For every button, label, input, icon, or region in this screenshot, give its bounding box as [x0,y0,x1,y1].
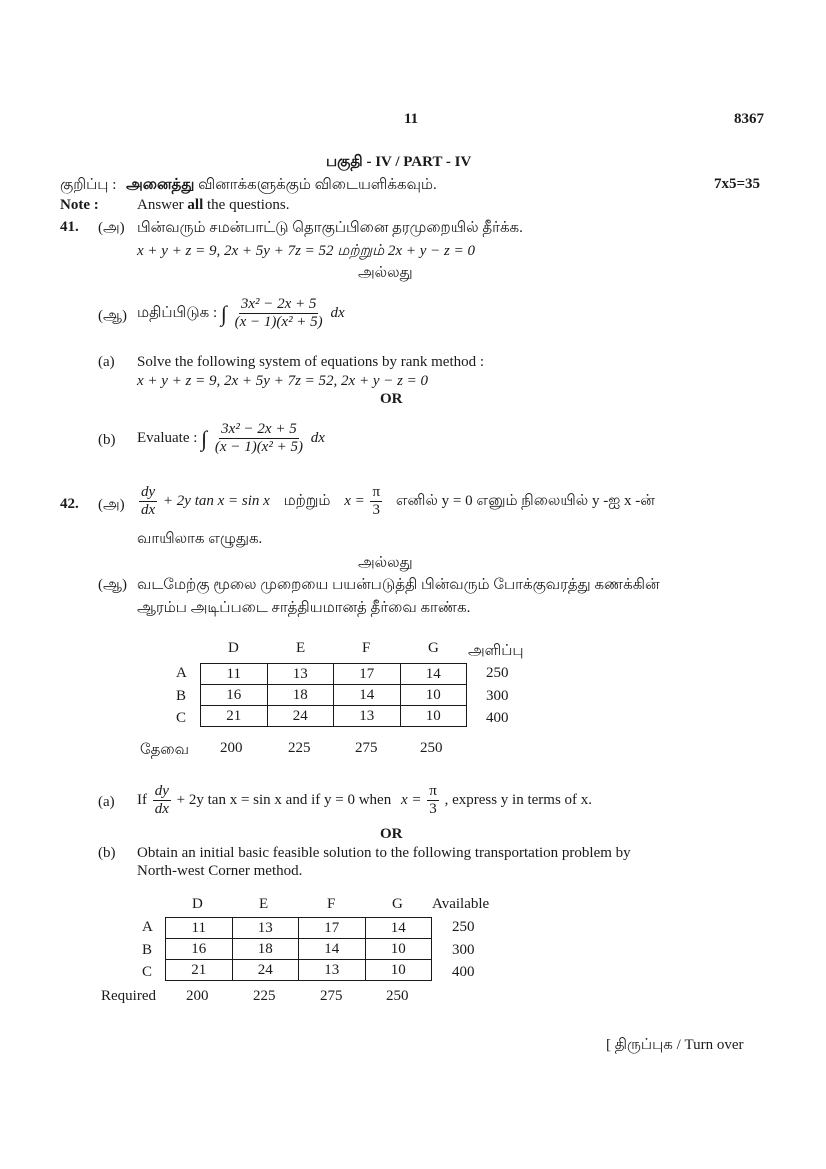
column-header: G [428,640,439,656]
table-row [201,706,467,727]
table-cell: 24 [267,706,334,727]
row-label: B [176,688,187,704]
row-label: C [142,964,153,980]
row-label: C [176,710,187,726]
q41-ta-b-label: (ஆ) [98,308,127,324]
table-cell: 11 [201,664,268,685]
table-cell: 14 [299,939,366,960]
q41-or-tamil: அல்லது [358,265,413,281]
table-row [166,960,432,981]
q42-or-english: OR [380,826,403,842]
table-cell: 13 [232,918,299,939]
pi-over-three [427,783,439,819]
question-42-number: 42. [60,496,79,512]
denominator-three: 3 [372,502,381,519]
supply-value: 300 [486,688,509,704]
integrand-denominator: (x − 1)(x² + 5) [234,314,323,331]
q41-en-fraction [213,421,305,457]
demand-label: Required [101,988,156,1004]
paper-code: 8367 [734,111,764,127]
derivative-numerator: dy [139,484,157,502]
supply-value: 400 [452,964,475,980]
tamil-condition: எனில் y = 0 எனும் நிலையில் y -ஐ x -ன் [395,493,655,510]
table-cell: 14 [365,918,432,939]
table-cell: 14 [400,664,467,685]
supply-header: அளிப்பு [468,643,524,659]
table-cell: 10 [400,685,467,706]
table-cell: 24 [232,960,299,981]
table-cell: 18 [267,685,334,706]
q41-ta-integral [137,296,345,332]
q41-en-a-label: (a) [98,354,115,370]
q42-ta-b-label: (ஆ) [98,577,127,593]
table-cell: 11 [166,918,233,939]
column-header: G [392,896,403,912]
tamil-all: அனைத்து [126,177,195,193]
ode-rest: + 2y tan x = sin x [162,493,270,510]
note-label: Note : [60,197,99,213]
q41-equations-english: x + y + z = 9, 2x + 5y + 7z = 52, 2x + y − z = 0 [137,373,429,389]
instruction-tamil [60,176,437,195]
column-header: F [327,896,336,912]
table-cell: 21 [166,960,233,981]
note-all: all [187,197,204,213]
column-header: D [228,640,239,656]
q42-en-equation [137,783,592,819]
table-cell: 21 [201,706,268,727]
supply-header: Available [432,896,490,912]
marks-scheme: 7x5=35 [714,176,761,192]
turn-over-footer: [ திருப்புக / Turn over [606,1037,744,1053]
q41-ta-a-label: (அ) [98,220,125,236]
q41-or-english: OR [380,391,403,407]
denominator-three: 3 [429,801,437,818]
q42-en-b-line2: North-west Corner method. [137,863,303,879]
q42-or-tamil: அல்லது [358,555,413,571]
table-cell: 13 [267,664,334,685]
question-41-number: 41. [60,219,79,235]
supply-value: 250 [452,919,475,935]
q41-en-b-label: (b) [98,432,116,448]
demand-value: 200 [186,988,209,1004]
derivative-denominator: dx [154,801,169,818]
en-ode-rest: + 2y tan x = sin x and if y = 0 when [176,792,392,809]
supply-value: 300 [452,942,475,958]
q42-en-b-label: (b) [98,845,116,861]
q41-en-b-text: Evaluate : [137,430,198,447]
derivative-fraction [153,783,171,819]
note-post: the questions. [207,197,290,213]
integrand-numerator: 3x² − 2x + 5 [239,296,319,314]
q42-en-a-label: (a) [98,794,115,810]
note-text [137,197,290,214]
q42-ta-b-line1: வடமேற்கு மூலை முறையை பயன்படுத்தி பின்வரும் போக்குவரத்து கணக்கின் [137,577,660,593]
page-number: 11 [404,111,419,127]
demand-value: 200 [220,740,243,756]
integrand-denominator: (x − 1)(x² + 5) [214,439,303,456]
table-cell: 13 [299,960,366,981]
table-cell: 10 [365,939,432,960]
column-header: E [296,640,306,656]
demand-value: 250 [386,988,409,1004]
demand-label: தேவை [140,742,189,758]
x-equals: x = [344,493,365,510]
differential: dx [330,305,345,322]
table-cell: 16 [201,685,268,706]
tamil-instruction-text: வினாக்களுக்கும் விடையளிக்கவும். [198,177,437,193]
row-label: A [142,919,153,935]
q41-en-integral [137,421,325,457]
q41-en-a-text: Solve the following system of equations by rank method : [137,354,485,370]
pi-symbol: π [427,783,439,801]
row-label: B [142,942,153,958]
demand-value: 225 [288,740,311,756]
q41-equations-tamil: x + y + z = 9, 2x + 5y + 7z = 52 மற்றும் 2x + y − z = 0 [137,243,475,259]
pi-symbol: π [370,484,382,502]
q42-ta-b-line2: ஆரம்ப அடிப்படை சாத்தியமானத் தீர்வை காண்க. [137,600,471,616]
integral-sign: ∫ [201,425,208,451]
table-cell: 18 [232,939,299,960]
integrand-numerator: 3x² − 2x + 5 [219,421,299,439]
q42-ta-equation [137,484,655,520]
table-cell: 10 [365,960,432,981]
q42-ta-continuation: வாயிலாக எழுதுக. [137,531,263,547]
differential: dx [310,430,325,447]
table-cell: 16 [166,939,233,960]
integral-sign: ∫ [220,300,227,326]
row-label: A [176,665,187,681]
demand-value: 225 [253,988,276,1004]
transportation-table-tamil [200,663,467,727]
tamil-note-label: குறிப்பு : [60,177,117,193]
table-row [166,939,432,960]
table-cell: 17 [334,664,401,685]
column-header: F [362,640,371,656]
demand-value: 275 [320,988,343,1004]
q41-ta-fraction [233,296,325,332]
table-cell: 10 [400,706,467,727]
q41-ta-b-text: மதிப்பிடுக : [137,305,218,322]
note-pre: Answer [137,197,184,213]
tamil-and: மற்றும் [283,493,331,510]
derivative-numerator: dy [153,783,171,801]
column-header: E [259,896,269,912]
table-cell: 17 [299,918,366,939]
pi-over-three [370,484,382,520]
table-cell: 14 [334,685,401,706]
supply-value: 250 [486,665,509,681]
derivative-fraction [139,484,157,520]
table-row [166,918,432,939]
part-title: பகுதி - IV / PART - IV [326,154,472,170]
derivative-denominator: dx [141,502,156,519]
column-header: D [192,896,203,912]
demand-value: 275 [355,740,378,756]
q42-ta-a-label: (அ) [98,497,125,513]
x-equals: x = [400,792,422,809]
q42-en-b-line1: Obtain an initial basic feasible solution to the following transportation problem by [137,845,631,861]
en-if: If [137,792,147,809]
table-row [201,685,467,706]
q41-ta-a-text: பின்வரும் சமன்பாட்டு தொகுப்பினை தரமுறையில் தீர்க்க. [137,220,523,236]
table-row [201,664,467,685]
supply-value: 400 [486,710,509,726]
table-cell: 13 [334,706,401,727]
transportation-table-english [165,917,432,981]
demand-value: 250 [420,740,443,756]
en-end: , express y in terms of x. [444,792,593,809]
